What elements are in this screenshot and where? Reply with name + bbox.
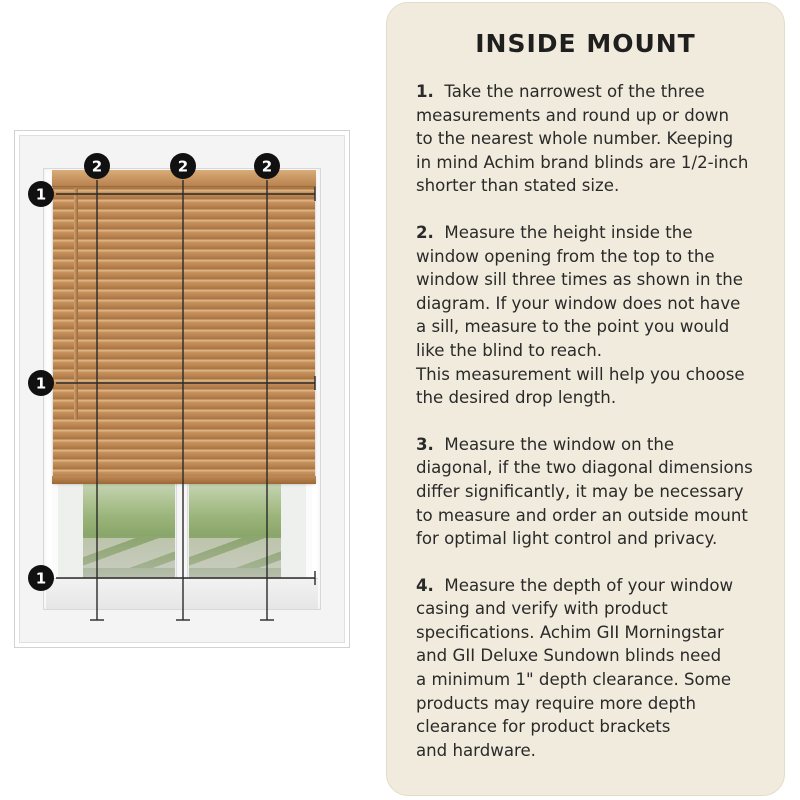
step-line xyxy=(416,363,776,387)
instruction-step xyxy=(416,80,776,198)
step-text: to measure and order an outside mount xyxy=(416,505,748,525)
step-text: This measurement will help you choose xyxy=(416,364,745,384)
step-line xyxy=(416,127,776,151)
width-marker-number: 1 xyxy=(35,185,47,204)
step-line xyxy=(416,527,776,551)
height-markers xyxy=(84,153,280,179)
instructions-panel xyxy=(386,2,785,796)
step-text: products may require more depth xyxy=(416,693,696,713)
step-text: Measure the depth of your window xyxy=(444,575,734,595)
step-text: the desired drop length. xyxy=(416,388,617,408)
step-number: 1. xyxy=(416,82,434,101)
step-text: diagram. If your window does not have xyxy=(416,293,741,313)
step-text: clearance for product brackets xyxy=(416,717,671,737)
step-text: window sill three times as shown in the xyxy=(416,270,743,290)
step-line xyxy=(416,668,776,692)
step-text: like the blind to reach. xyxy=(416,340,602,360)
step-line xyxy=(416,715,776,739)
step-line xyxy=(416,692,776,716)
step-text: Measure the height inside the xyxy=(444,222,693,242)
height-marker-number: 2 xyxy=(177,157,189,176)
step-line xyxy=(416,315,776,339)
step-line xyxy=(416,339,776,363)
step-text: measurements and round up or down xyxy=(416,105,729,125)
step-line xyxy=(416,268,776,292)
instruction-step xyxy=(416,574,776,763)
step-line xyxy=(416,480,776,504)
width-markers xyxy=(28,181,54,591)
step-text: and hardware. xyxy=(416,740,536,760)
step-text: a minimum 1" depth clearance. Some xyxy=(416,670,732,690)
step-line xyxy=(416,456,776,480)
step-text: differ significantly, it may be necessary xyxy=(416,481,744,501)
width-marker-number: 1 xyxy=(35,374,47,393)
step-text: window opening from the top to the xyxy=(416,246,715,266)
step-line xyxy=(416,104,776,128)
step-number: 3. xyxy=(416,434,434,454)
step-number: 2. xyxy=(416,222,434,242)
step-text: casing and verify with product xyxy=(416,599,668,619)
steps-list xyxy=(416,80,776,785)
instruction-step xyxy=(416,433,776,551)
step-text: specifications. Achim GII Morningstar xyxy=(416,622,724,642)
step-line xyxy=(416,644,776,668)
step-line xyxy=(416,80,776,104)
step-text: and GII Deluxe Sundown blinds need xyxy=(416,646,722,666)
step-text: a sill, measure to the point you would xyxy=(416,317,730,337)
step-text: for optimal light control and privacy. xyxy=(416,529,718,549)
step-line xyxy=(416,574,776,598)
step-line xyxy=(416,597,776,621)
step-text: to the nearest whole number. Keeping xyxy=(416,129,734,149)
step-text: Measure the window on the xyxy=(444,434,675,454)
window-diagram xyxy=(0,0,380,800)
step-line xyxy=(416,739,776,763)
panel-title: INSIDE MOUNT xyxy=(475,29,696,58)
step-text: in mind Achim brand blinds are 1/2-inch xyxy=(416,152,749,172)
step-line xyxy=(416,386,776,410)
height-marker-number: 2 xyxy=(91,157,103,176)
height-marker-number: 2 xyxy=(261,157,273,176)
step-line xyxy=(416,174,776,198)
step-line xyxy=(416,292,776,316)
step-line xyxy=(416,621,776,645)
step-text: Take the narrowest of the three xyxy=(444,82,705,101)
step-number: 4. xyxy=(416,575,434,595)
step-text: diagonal, if the two diagonal dimensions xyxy=(416,458,753,478)
width-marker-number: 1 xyxy=(35,569,47,588)
step-line xyxy=(416,245,776,269)
step-line xyxy=(416,433,776,457)
step-line xyxy=(416,504,776,528)
step-text: shorter than stated size. xyxy=(416,176,620,196)
width-measure-lines xyxy=(56,187,315,585)
height-measure-lines xyxy=(90,180,274,620)
measurement-overlay xyxy=(0,0,380,800)
instruction-step xyxy=(416,221,776,410)
step-line xyxy=(416,151,776,175)
step-line xyxy=(416,221,776,245)
